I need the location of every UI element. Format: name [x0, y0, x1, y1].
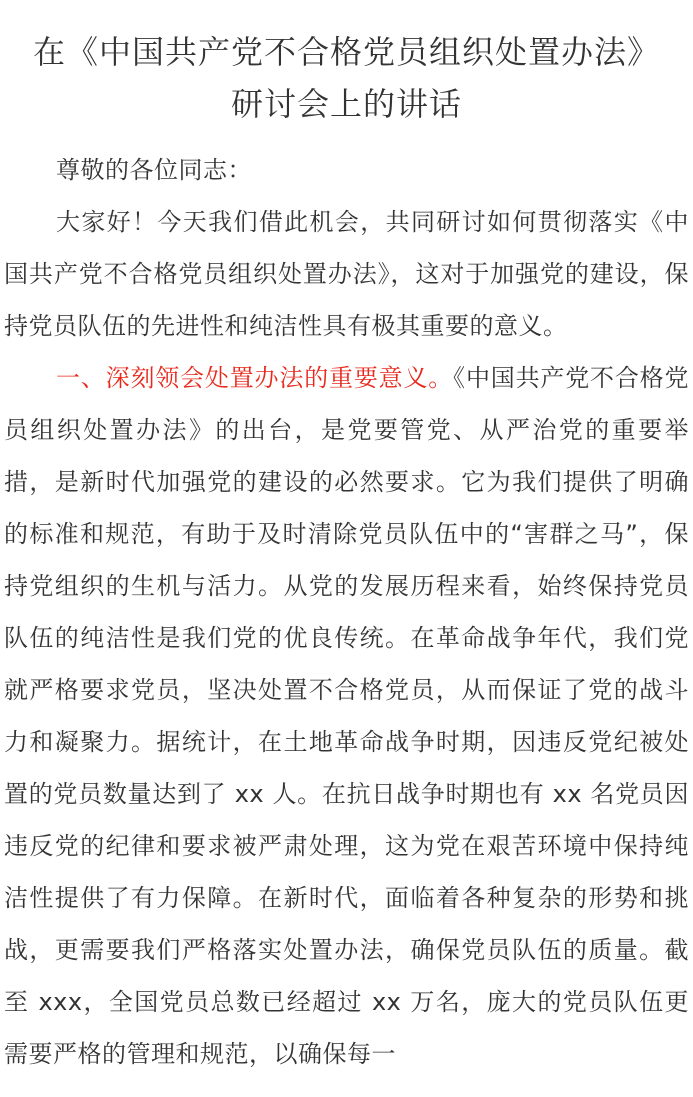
paragraph-intro: 大家好！今天我们借此机会，共同研讨如何贯彻落实《中国共产党不合格党员组织处置办法》，这对于加强党的建设，保持党员队伍的先进性和纯洁性具有极其重要的意义。 [4, 208, 689, 340]
title-line-2: 研讨会上的讲话 [230, 85, 462, 123]
section-1-text: 《中国共产党不合格党员组织处置办法》的出台，是党要管党、从严治党的重要举措，是新时代加强党的建设的必然要求。它为我们提供了明确的标准和规范，有助于及时清除党员队伍中的“害群之马”，保持党组织的生机与活力。从党的发展历程来看，始终保持党员队伍的纯洁性是我们党的优良传统。在革命战争年代，我们党就严格要求党员，坚决处置不合格党员，从而保证了党的战斗力和凝聚力。据统计，在土地革命战争时期，因违反党纪被处置的党员数量达到了 xx 人。在抗日战争时期也有 xx 名党员因违反党的纪律和要求被严肃处理，这为党在艰苦环境中保持纯洁性提供了有力保障。在新时代，面临着各种复杂的形势和挑战，更需要我们严格落实处置办法，确保党员队伍的质量。截至 xxx，全国党员总数已经超过 xx 万名，庞大的党员队伍更需要严格的管理和规范，以确保每一 [4, 364, 690, 1068]
document-body [0, 144, 693, 1080]
paragraph-section-1 [4, 352, 689, 1080]
title-line-1: 在《中国共产党不合格党员组织处置办法》 [32, 33, 660, 71]
section-1-heading: 一、深刻领会处置办法的重要意义。 [56, 364, 454, 392]
document-title [0, 0, 693, 130]
greeting: 尊敬的各位同志： [56, 156, 252, 184]
